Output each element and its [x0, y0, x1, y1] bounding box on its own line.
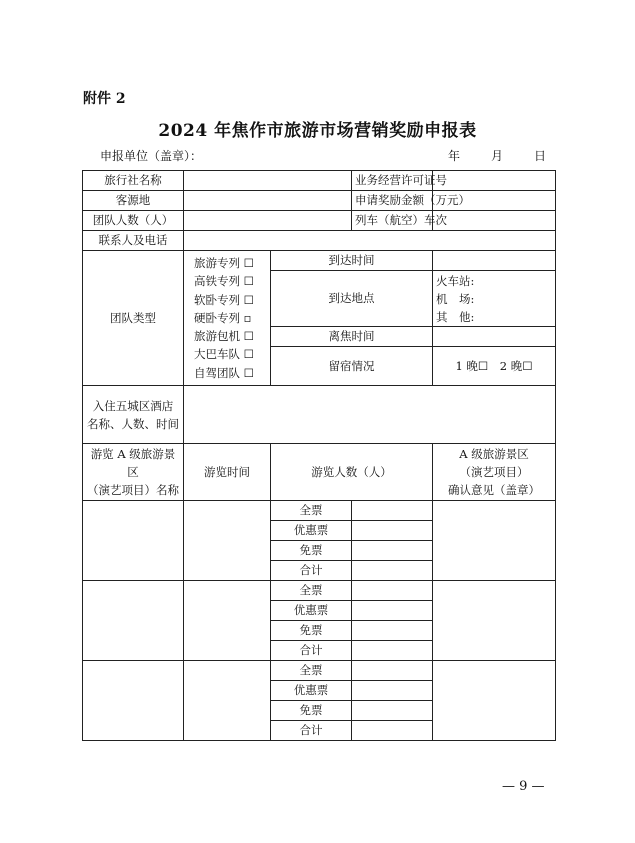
reward-amount-label: 申请奖励金额（万元）	[352, 191, 433, 211]
ticket-discount-label: 优惠票	[271, 521, 352, 541]
date-day-label: 日	[534, 149, 547, 163]
date-year-label: 年	[448, 149, 461, 163]
ticket-free-value[interactable]	[352, 541, 433, 561]
ticket-free-value[interactable]	[352, 621, 433, 641]
ticket-full-label: 全票	[271, 661, 352, 681]
confirm-header-line-3: 确认意见（盖章）	[448, 483, 540, 497]
ticket-full-value[interactable]	[352, 581, 433, 601]
confirm-header-line-1: A 级旅游景区	[459, 447, 529, 461]
ticket-total-label: 合计	[271, 561, 352, 581]
confirm-cell[interactable]	[433, 501, 556, 581]
arrival-time-value[interactable]	[433, 251, 556, 271]
scenic-header-line-1: 游览 A 级旅游景区	[90, 447, 176, 479]
agency-name-value[interactable]	[184, 171, 352, 191]
confirm-cell[interactable]	[433, 581, 556, 661]
group-size-value[interactable]	[184, 211, 352, 231]
ticket-full-value[interactable]	[352, 661, 433, 681]
hotel-value[interactable]	[184, 386, 556, 444]
ticket-total-label: 合计	[271, 641, 352, 661]
option-soft-sleeper-train[interactable]: 软卧专列 ☐	[194, 292, 254, 307]
stay-options[interactable]: 1 晚☐ 2 晚☐	[433, 347, 556, 386]
option-charter-flight[interactable]: 旅游包机 ☐	[194, 329, 254, 344]
ticket-total-value[interactable]	[352, 561, 433, 581]
confirm-cell[interactable]	[433, 661, 556, 741]
ticket-discount-value[interactable]	[352, 601, 433, 621]
applicant-unit-label: 申报单位（盖章）：	[100, 149, 203, 163]
place-train-station: 火车站:	[436, 273, 475, 288]
ticket-discount-label: 优惠票	[271, 601, 352, 621]
ticket-discount-value[interactable]	[352, 521, 433, 541]
attachment-label: 附件 2	[83, 91, 126, 107]
train-flight-label: 列车（航空）车次	[352, 211, 433, 231]
ticket-discount-label: 优惠票	[271, 681, 352, 701]
confirm-header-line-2: （演艺项目）	[459, 465, 529, 479]
confirm-header	[433, 444, 556, 501]
ticket-full-label: 全票	[271, 501, 352, 521]
page-title: 2024 年焦作市旅游市场营销奖励申报表	[158, 121, 477, 141]
group-type-label: 团队类型	[83, 251, 184, 386]
ticket-discount-value[interactable]	[352, 681, 433, 701]
group-size-label: 团队人数（人）	[83, 211, 184, 231]
option-bus-fleet[interactable]: 大巴车队 ☐	[194, 347, 254, 362]
source-value[interactable]	[184, 191, 352, 211]
arrival-place-label: 到达地点	[271, 271, 433, 327]
scenic-name-cell[interactable]	[83, 501, 184, 581]
license-no-label: 业务经营许可证号	[352, 171, 433, 191]
option-high-speed-train[interactable]: 高铁专列 ☐	[194, 274, 254, 289]
arrival-time-label: 到达时间	[271, 251, 433, 271]
hotel-label	[83, 386, 184, 444]
ticket-free-label: 免票	[271, 621, 352, 641]
visit-time-cell[interactable]	[184, 501, 271, 581]
arrival-place-options[interactable]	[433, 271, 556, 327]
ticket-total-value[interactable]	[352, 641, 433, 661]
train-flight-value[interactable]	[433, 211, 556, 231]
source-label: 客源地	[83, 191, 184, 211]
place-airport: 机 场:	[436, 291, 475, 306]
scenic-name-header	[83, 444, 184, 501]
departure-time-value[interactable]	[433, 327, 556, 347]
group-type-options[interactable]	[184, 251, 271, 386]
ticket-free-label: 免票	[271, 701, 352, 721]
scenic-name-cell[interactable]	[83, 581, 184, 661]
ticket-free-label: 免票	[271, 541, 352, 561]
place-other: 其 他:	[436, 309, 475, 324]
scenic-name-cell[interactable]	[83, 661, 184, 741]
option-self-drive[interactable]: 自驾团队 ☐	[194, 365, 254, 380]
departure-time-label: 离焦时间	[271, 327, 433, 347]
ticket-total-label: 合计	[271, 721, 352, 741]
scenic-header-line-2: （演艺项目）名称	[87, 483, 179, 497]
contact-value[interactable]	[184, 231, 556, 251]
contact-label: 联系人及电话	[83, 231, 184, 251]
hotel-label-line-1: 入住五城区酒店	[92, 398, 174, 413]
visit-time-cell[interactable]	[184, 661, 271, 741]
option-hard-sleeper-train[interactable]: 硬卧专列 ▫	[194, 310, 252, 325]
ticket-full-label: 全票	[271, 581, 352, 601]
license-no-value[interactable]	[433, 171, 556, 191]
visitors-header: 游览人数（人）	[271, 444, 433, 501]
ticket-full-value[interactable]	[352, 501, 433, 521]
agency-name-label: 旅行社名称	[83, 171, 184, 191]
ticket-free-value[interactable]	[352, 701, 433, 721]
date-month-label: 月	[491, 149, 504, 163]
visit-time-header: 游览时间	[184, 444, 271, 501]
application-form-table	[82, 170, 556, 741]
visit-time-cell[interactable]	[184, 581, 271, 661]
hotel-label-line-2: 名称、人数、时间	[87, 416, 179, 431]
ticket-total-value[interactable]	[352, 721, 433, 741]
option-tourist-train[interactable]: 旅游专列 ☐	[194, 256, 254, 271]
page-number: — 9 —	[502, 779, 545, 794]
stay-label: 留宿情况	[271, 347, 433, 386]
